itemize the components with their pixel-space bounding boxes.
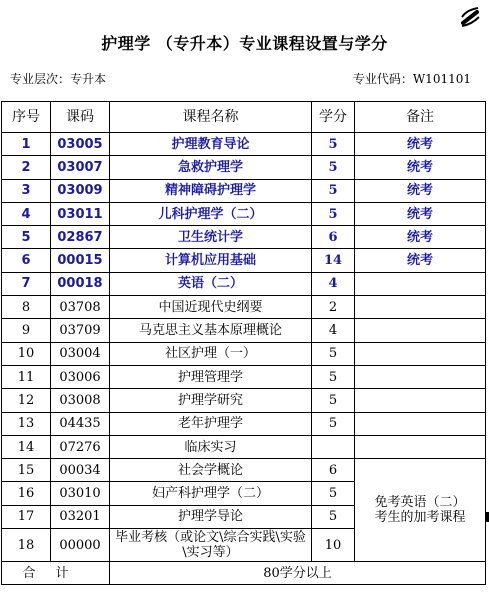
row-no: 17 xyxy=(2,505,51,528)
row-credit: 5 xyxy=(312,133,355,156)
table-row xyxy=(2,412,486,435)
row-code: 03004 xyxy=(51,342,110,365)
row-name: 计算机应用基础 xyxy=(110,249,312,272)
row-no: 9 xyxy=(2,319,51,342)
row-code: 00034 xyxy=(51,459,110,482)
row-no: 15 xyxy=(2,459,51,482)
row-code: 07276 xyxy=(51,435,110,458)
row-code: 03006 xyxy=(51,365,110,388)
table-row xyxy=(2,435,486,458)
row-credit: 5 xyxy=(312,202,355,225)
row-credit: 2 xyxy=(312,296,355,319)
row-code: 03709 xyxy=(51,319,110,342)
row-credit: 5 xyxy=(312,156,355,179)
row-code: 03005 xyxy=(51,133,110,156)
row-note xyxy=(355,342,486,365)
row-credit: 6 xyxy=(312,459,355,482)
table-row xyxy=(2,249,486,272)
total-label: 合计 xyxy=(2,562,110,585)
row-credit: 5 xyxy=(312,412,355,435)
major-code: 专业代码：W101101 xyxy=(352,72,471,86)
total-value: 80学分以上 xyxy=(110,562,486,585)
row-name: 儿科护理学（二） xyxy=(110,202,312,225)
row-no: 3 xyxy=(2,179,51,202)
row-name: 社区护理（一） xyxy=(110,342,312,365)
row-no: 14 xyxy=(2,435,51,458)
row-credit: 4 xyxy=(312,272,355,295)
row-code: 03010 xyxy=(51,482,110,505)
row-name: 毕业考核（或论文\综合实践\实验\实习等） xyxy=(110,529,312,562)
row-no: 13 xyxy=(2,412,51,435)
table-row xyxy=(2,226,486,249)
row-name: 护理管理学 xyxy=(110,365,312,388)
row-name: 老年护理学 xyxy=(110,412,312,435)
row-name: 急救护理学 xyxy=(110,156,312,179)
row-note: 统考 xyxy=(355,156,486,179)
elective-note xyxy=(355,459,486,562)
row-no: 12 xyxy=(2,389,51,412)
scroll-marker xyxy=(485,512,489,522)
row-code: 04435 xyxy=(51,412,110,435)
table-row xyxy=(2,156,486,179)
row-no: 11 xyxy=(2,365,51,388)
row-code: 00000 xyxy=(51,529,110,562)
row-code: 03011 xyxy=(51,202,110,225)
header-credit: 学分 xyxy=(312,102,355,133)
row-code: 02867 xyxy=(51,226,110,249)
row-name: 卫生统计学 xyxy=(110,226,312,249)
row-name: 护理学研究 xyxy=(110,389,312,412)
header-note: 备注 xyxy=(355,102,486,133)
row-code: 03008 xyxy=(51,389,110,412)
row-code: 03007 xyxy=(51,156,110,179)
elective-note-line2: 考生的加考课程 xyxy=(374,510,466,526)
row-no: 18 xyxy=(2,529,51,562)
row-note: 统考 xyxy=(355,202,486,225)
row-name: 妇产科护理学（二） xyxy=(110,482,312,505)
row-code: 03009 xyxy=(51,179,110,202)
total-row xyxy=(2,562,486,585)
row-credit: 5 xyxy=(312,389,355,412)
row-name: 英语（二） xyxy=(110,272,312,295)
table-row xyxy=(2,296,486,319)
row-code: 03201 xyxy=(51,505,110,528)
row-credit: 5 xyxy=(312,179,355,202)
row-credit: 14 xyxy=(312,249,355,272)
logo-icon xyxy=(459,6,481,28)
row-name: 社会学概论 xyxy=(110,459,312,482)
elective-note-line1: 免考英语（二） xyxy=(374,495,466,511)
row-note xyxy=(355,389,486,412)
row-note xyxy=(355,296,486,319)
row-no: 4 xyxy=(2,202,51,225)
table-row xyxy=(2,365,486,388)
row-name: 马克思主义基本原理概论 xyxy=(110,319,312,342)
table-row xyxy=(2,133,486,156)
row-no: 6 xyxy=(2,249,51,272)
row-note xyxy=(355,319,486,342)
table-row xyxy=(2,202,486,225)
row-name: 中国近现代史纲要 xyxy=(110,296,312,319)
row-name: 临床实习 xyxy=(110,435,312,458)
row-credit: 6 xyxy=(312,226,355,249)
page-title: 护理学 （专升本）专业课程设置与学分 xyxy=(101,34,388,53)
row-note: 统考 xyxy=(355,249,486,272)
row-code: 00015 xyxy=(51,249,110,272)
row-credit: 5 xyxy=(312,482,355,505)
row-note xyxy=(355,272,486,295)
table-row xyxy=(2,319,486,342)
row-note: 统考 xyxy=(355,133,486,156)
major-level: 专业层次：专升本 xyxy=(10,72,107,86)
row-credit: 5 xyxy=(312,365,355,388)
row-credit xyxy=(312,435,355,458)
row-no: 7 xyxy=(2,272,51,295)
row-name: 护理教育导论 xyxy=(110,133,312,156)
row-note xyxy=(355,365,486,388)
row-name: 精神障碍护理学 xyxy=(110,179,312,202)
row-no: 1 xyxy=(2,133,51,156)
row-no: 10 xyxy=(2,342,51,365)
row-note xyxy=(355,412,486,435)
row-note xyxy=(355,435,486,458)
table-row xyxy=(2,459,486,482)
header-name: 课程名称 xyxy=(110,102,312,133)
course-table xyxy=(1,101,486,585)
table-row xyxy=(2,272,486,295)
table-row xyxy=(2,389,486,412)
table-header-row xyxy=(2,102,486,133)
row-credit: 4 xyxy=(312,319,355,342)
row-note: 统考 xyxy=(355,226,486,249)
row-note: 统考 xyxy=(355,179,486,202)
row-credit: 5 xyxy=(312,342,355,365)
row-no: 16 xyxy=(2,482,51,505)
header-code: 课码 xyxy=(51,102,110,133)
row-code: 00018 xyxy=(51,272,110,295)
row-no: 8 xyxy=(2,296,51,319)
row-credit: 10 xyxy=(312,529,355,562)
header-no: 序号 xyxy=(2,102,51,133)
row-code: 03708 xyxy=(51,296,110,319)
row-name: 护理学导论 xyxy=(110,505,312,528)
row-credit: 5 xyxy=(312,505,355,528)
table-row xyxy=(2,342,486,365)
table-row xyxy=(2,179,486,202)
row-no: 5 xyxy=(2,226,51,249)
row-no: 2 xyxy=(2,156,51,179)
